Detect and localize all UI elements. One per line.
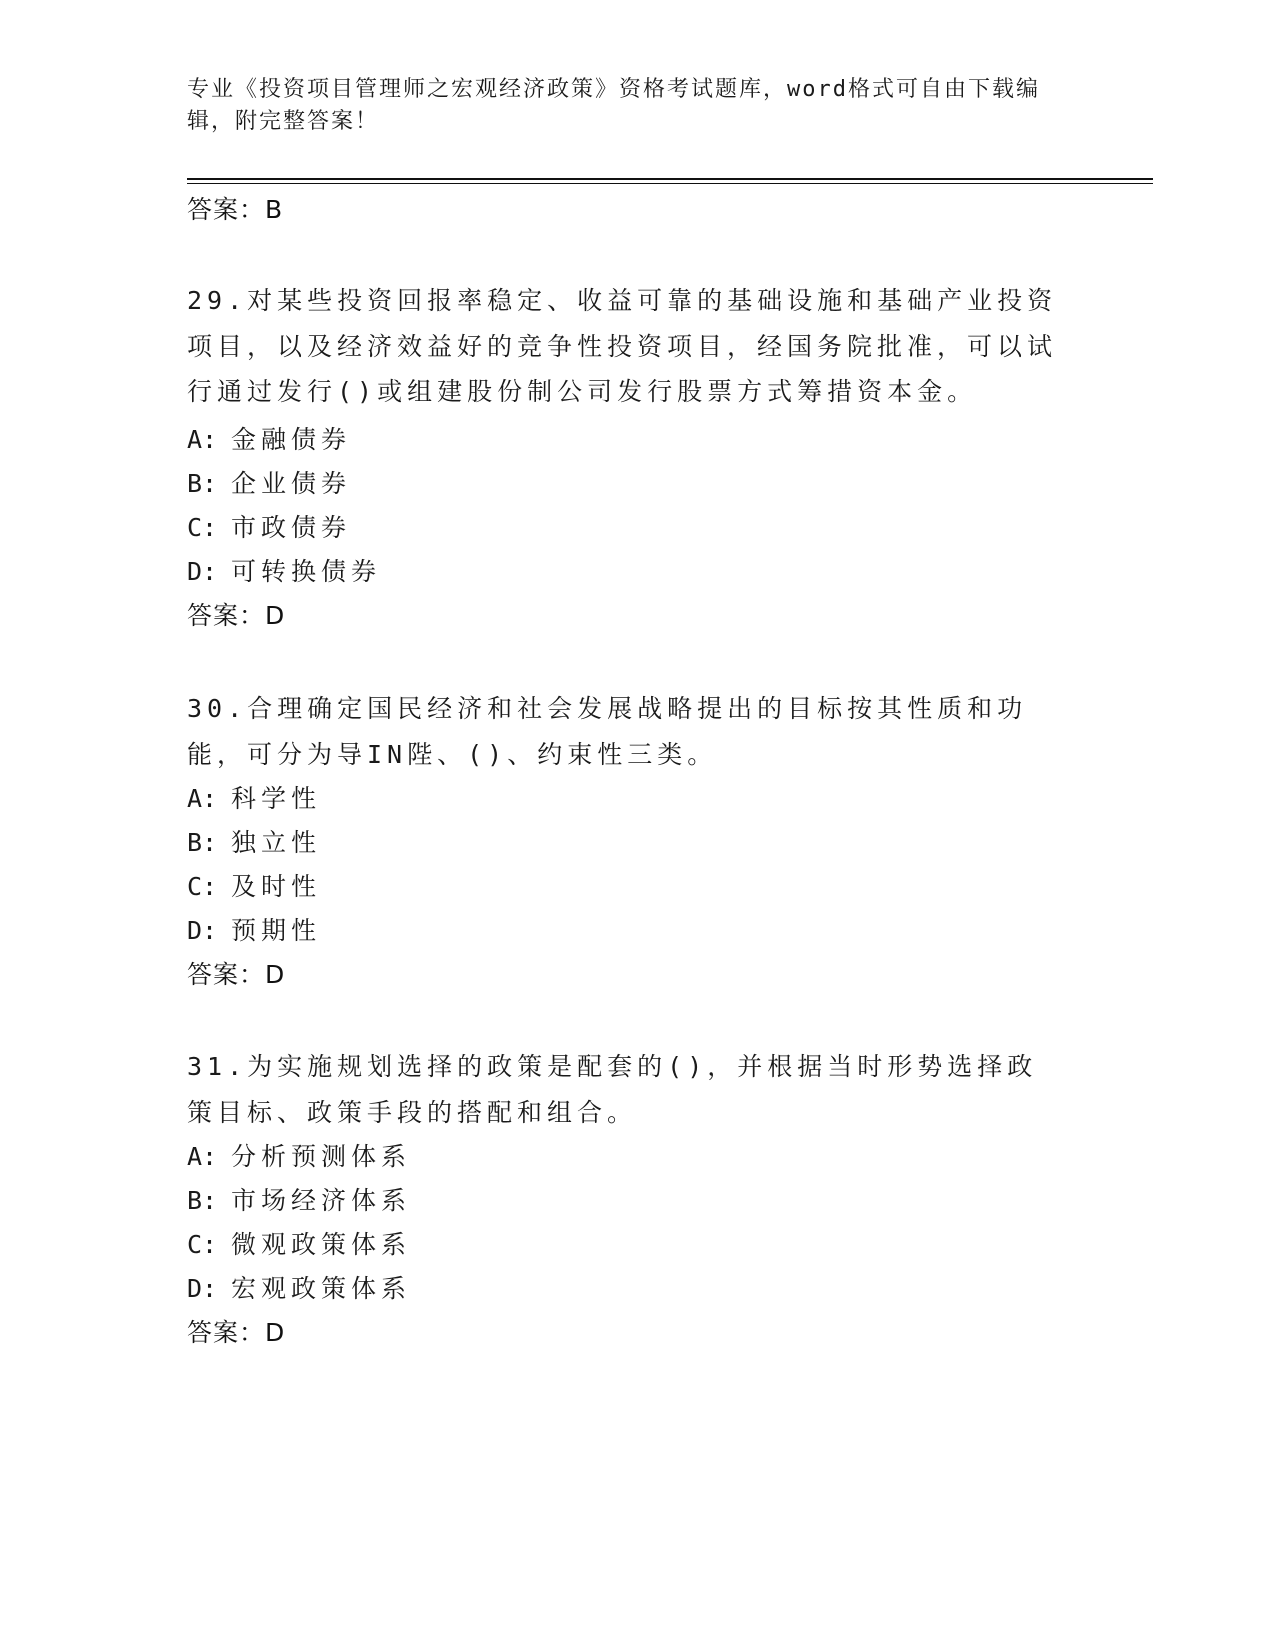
question-31-option-c bbox=[187, 1228, 411, 1262]
question-30-option-c bbox=[187, 870, 321, 904]
option-text: 预期性 bbox=[231, 916, 322, 945]
question-31-option-b bbox=[187, 1184, 411, 1218]
option-letter: C: bbox=[187, 513, 218, 542]
question-29-option-c bbox=[187, 511, 351, 545]
option-text: 科学性 bbox=[231, 784, 322, 813]
question-30-option-d bbox=[187, 914, 321, 948]
option-letter: D: bbox=[187, 1274, 218, 1303]
option-text: 微观政策体系 bbox=[231, 1230, 412, 1259]
option-text: 市政债券 bbox=[231, 513, 352, 542]
option-letter: D: bbox=[187, 916, 218, 945]
option-text: 市场经济体系 bbox=[231, 1186, 412, 1215]
option-letter: A: bbox=[187, 425, 218, 454]
question-31-stem: 31.为实施规划选择的政策是配套的()，并根据当时形势选择政策目标、政策手段的搭配和组合。 bbox=[187, 1052, 1038, 1127]
question-30-answer: 答案：D bbox=[187, 960, 286, 989]
option-text: 企业债券 bbox=[231, 469, 352, 498]
question-29-answer: 答案：D bbox=[187, 601, 286, 630]
option-letter: A: bbox=[187, 784, 218, 813]
option-text: 宏观政策体系 bbox=[231, 1274, 412, 1303]
previous-answer: 答案：B bbox=[187, 195, 284, 224]
option-letter: A: bbox=[187, 1142, 218, 1171]
option-letter: D: bbox=[187, 557, 218, 586]
question-29-option-d bbox=[187, 555, 381, 589]
option-letter: C: bbox=[187, 1230, 218, 1259]
question-30-option-b bbox=[187, 826, 321, 860]
option-text: 可转换债券 bbox=[231, 557, 382, 586]
question-29-option-a bbox=[187, 423, 351, 457]
question-31-option-d bbox=[187, 1272, 411, 1306]
option-text: 及时性 bbox=[231, 872, 322, 901]
question-30-stem: 30.合理确定国民经济和社会发展战略提出的目标按其性质和功能，可分为导IN陛、()、约束性三类。 bbox=[187, 694, 1028, 769]
document-header: 专业《投资项目管理师之宏观经济政策》资格考试题库，word格式可自由下载编辑，附完整答案！ bbox=[187, 77, 1040, 134]
question-31-answer: 答案：D bbox=[187, 1318, 286, 1347]
option-letter: B: bbox=[187, 828, 218, 857]
question-30-option-a bbox=[187, 782, 321, 816]
option-letter: B: bbox=[187, 469, 218, 498]
header-divider-thin bbox=[187, 183, 1153, 184]
question-31-option-a bbox=[187, 1140, 411, 1174]
option-text: 独立性 bbox=[231, 828, 322, 857]
option-letter: B: bbox=[187, 1186, 218, 1215]
option-text: 金融债券 bbox=[231, 425, 352, 454]
option-text: 分析预测体系 bbox=[231, 1142, 412, 1171]
question-29-option-b bbox=[187, 467, 351, 501]
option-letter: C: bbox=[187, 872, 218, 901]
header-divider-thick bbox=[187, 178, 1153, 180]
question-29-stem: 29.对某些投资回报率稳定、收益可靠的基础设施和基础产业投资项目，以及经济效益好的竞争性投资项目，经国务院批准，可以试行通过发行()或组建股份制公司发行股票方式筹措资本金。 bbox=[187, 286, 1058, 406]
